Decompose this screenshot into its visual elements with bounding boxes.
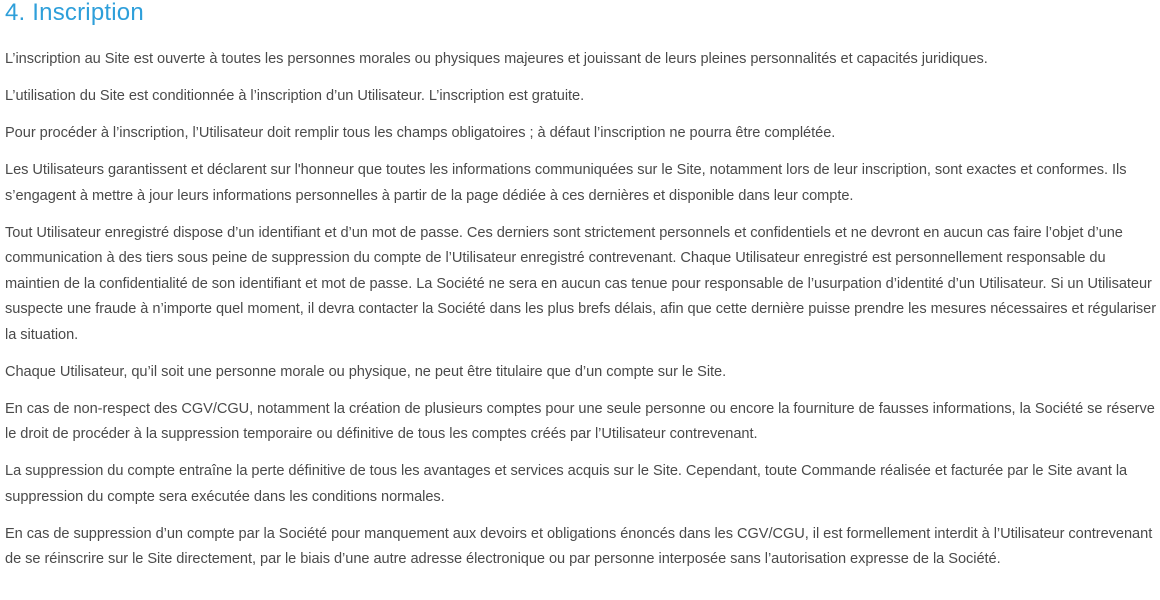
- paragraph-mandatory-fields: Pour procéder à l’inscription, l’Utilisateur doit remplir tous les champs obligatoires ; à défaut l’inscription ne pourra être complétée.: [5, 125, 836, 141]
- paragraph-re-registration-ban: En cas de suppression d’un compte par la Société pour manquement aux devoirs et obligations énoncés dans les CGV/CGU, il est formellement interdit à l’Utilisateur contrevenant de se réinscrire sur le Site directement, par le biais d’une autre adresse électronique ou par personne interposée sans l’autorisation expresse de la Société.: [5, 525, 1153, 567]
- terms-section: [5, 0, 1157, 584]
- paragraph-registration-required: L’utilisation du Site est conditionnée à l’inscription d’un Utilisateur. L’inscription est gratuite.: [5, 88, 585, 104]
- paragraph-non-compliance: En cas de non-respect des CGV/CGU, notamment la création de plusieurs comptes pour une seule personne ou encore la fourniture de fausses informations, la Société se réserve le droit de procéder à la suppression temporaire ou définitive de tous les comptes créés par l’Utilisateur contrevenant.: [5, 400, 1155, 442]
- paragraph-accurate-information: Les Utilisateurs garantissent et déclarent sur l'honneur que toutes les informations communiquées sur le Site, notamment lors de leur inscription, sont exactes et conformes. Ils s’engagent à mettre à jour leurs informations personnelles à partir de la page dédiée à ces dernières et disponible dans leur compte.: [5, 162, 1127, 204]
- paragraph-credentials: Tout Utilisateur enregistré dispose d’un identifiant et d’un mot de passe. Ces derniers sont strictement personnels et confidentiels et ne devront en aucun cas faire l’objet d’une communication à des tiers sous peine de suppression du compte de l’Utilisateur enregistré contrevenant. Chaque Utilisateur enregistré est personnellement responsable du maintien de la confidentialité de son identifiant et mot de passe. La Société ne sera en aucun cas tenue pour responsable de l’usurpation d’identité d’un Utilisateur. Si un Utilisateur suspecte une fraude à n’importe quel moment, il devra contacter la Société dans les plus brefs délais, afin que cette dernière puisse prendre les mesures nécessaires et régulariser la situation.: [5, 224, 1157, 343]
- paragraph-account-deletion: La suppression du compte entraîne la perte définitive de tous les avantages et services acquis sur le Site. Cependant, toute Commande réalisée et facturée par le Site avant la suppression du compte sera exécutée dans les conditions normales.: [5, 463, 1128, 505]
- section-body: [5, 47, 1157, 573]
- paragraph-open-registration: L’inscription au Site est ouverte à toutes les personnes morales ou physiques majeures et jouissant de leurs pleines personnalités et capacités juridiques.: [5, 51, 988, 67]
- section-title: 4. Inscription: [5, 0, 144, 26]
- paragraph-single-account: Chaque Utilisateur, qu’il soit une personne morale ou physique, ne peut être titulaire que d’un compte sur le Site.: [5, 363, 727, 380]
